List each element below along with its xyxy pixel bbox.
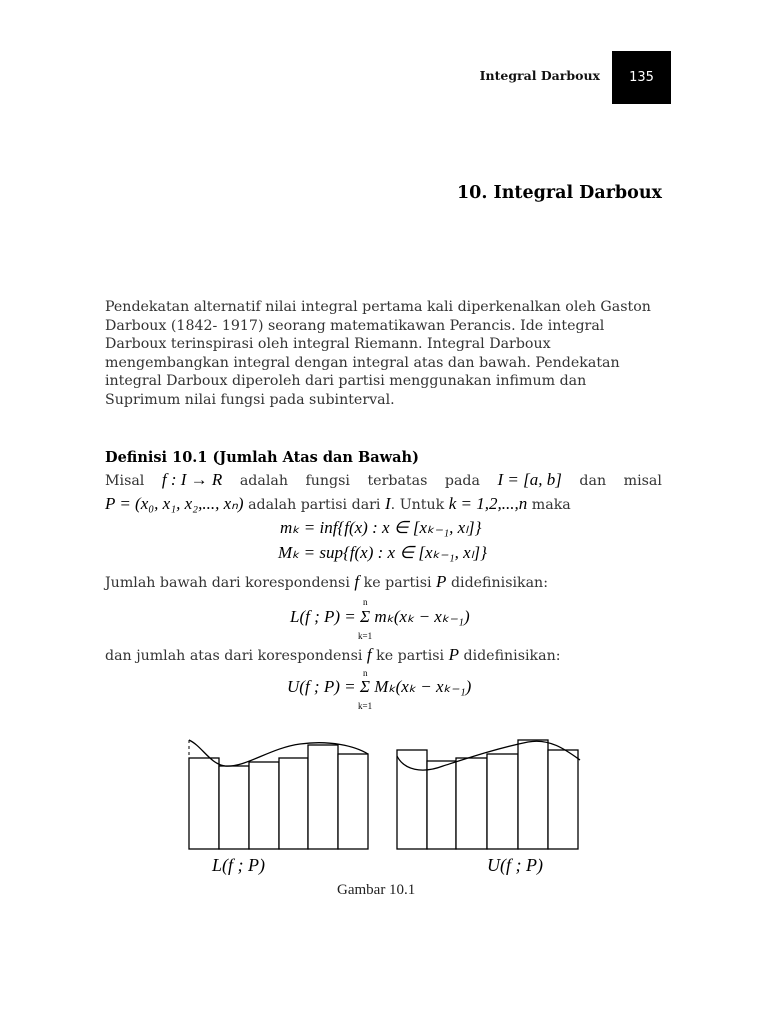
lower-rect-2 bbox=[219, 766, 249, 849]
lower-rect-3 bbox=[249, 762, 279, 849]
didefinisikan-text: didefinisikan: bbox=[450, 575, 548, 591]
definition-title: Definisi 10.1 (Jumlah Atas dan Bawah) bbox=[105, 449, 419, 466]
definition-line-1 bbox=[105, 470, 662, 490]
upper-sum-label: U(f ; P) bbox=[487, 855, 543, 875]
page-number: 135 bbox=[629, 70, 654, 85]
lower-rect-5 bbox=[308, 745, 338, 849]
interval-definition: I = [a, b] bbox=[497, 470, 562, 489]
infimum-formula: mₖ = inf{f(x) : x ∈ [xₖ₋₁, xₗ]} bbox=[280, 518, 482, 537]
running-header-title: Integral Darboux bbox=[479, 68, 600, 83]
supremum-formula: Mₖ = sup{f(x) : x ∈ [xₖ₋₁, xₗ]} bbox=[278, 543, 487, 562]
upper-rect-2 bbox=[427, 761, 456, 849]
lower-f-symbol: f bbox=[354, 572, 360, 591]
lower-p-symbol: P bbox=[436, 572, 447, 591]
upper-rect-4 bbox=[487, 754, 518, 849]
lower-sum-figure bbox=[180, 728, 380, 853]
lower-rect-4 bbox=[279, 758, 308, 849]
lower-rect-1 bbox=[189, 758, 219, 849]
word-fungsi: fungsi bbox=[305, 473, 350, 489]
lower-sum-formula: L(f ; P) = Σ mₖ(xₖ − xₖ₋₁) bbox=[290, 607, 470, 626]
untuk-text: . Untuk bbox=[390, 497, 445, 513]
word-adalah: adalah bbox=[239, 473, 288, 489]
upper-sum-upper-limit: n bbox=[363, 668, 368, 678]
word-misal: Misal bbox=[105, 473, 145, 489]
ke-partisi-text-2: ke partisi bbox=[376, 648, 445, 664]
function-mapping: f : I → R bbox=[161, 470, 223, 489]
upper-f-symbol: f bbox=[366, 645, 372, 664]
definition-line-2 bbox=[105, 494, 571, 514]
k-range: k = 1,2,...,n bbox=[448, 494, 528, 513]
intro-paragraph: Pendekatan alternatif nilai integral pertama kali diperkenalkan oleh Gaston Darboux (1842- 1917) seorang matematikawan Perancis. Ide integral Darboux terinspirasi oleh integral Riemann. Integral Darboux mengembangkan integral dengan integral atas dan bawah. Pendekatan integral Darboux diperoleh dari partisi menggunakan infimum dan Suprimum nilai fungsi pada subinterval. bbox=[105, 299, 651, 408]
figure-caption: Gambar 10.1 bbox=[337, 882, 416, 898]
upper-sum-intro bbox=[105, 645, 561, 665]
upper-p-symbol: P bbox=[448, 645, 459, 664]
word-misal-2: misal bbox=[623, 473, 662, 489]
didefinisikan-text-2: didefinisikan: bbox=[463, 648, 561, 664]
page-number-box bbox=[612, 51, 671, 104]
lower-sum-text: Jumlah bawah dari korespondensi bbox=[105, 575, 350, 591]
partition-text: adalah partisi dari bbox=[248, 497, 381, 513]
ke-partisi-text: ke partisi bbox=[363, 575, 432, 591]
partition-formula: P = (x₀, x₁, x₂,..., xₙ) bbox=[105, 494, 244, 513]
word-dan: dan bbox=[579, 473, 607, 489]
lower-sum-intro bbox=[105, 572, 548, 592]
lower-rect-6 bbox=[338, 754, 368, 849]
lower-sum-lower-limit: k=1 bbox=[358, 631, 373, 641]
chapter-title: 10. Integral Darboux bbox=[456, 183, 662, 203]
upper-sum-text: dan jumlah atas dari korespondensi bbox=[105, 648, 363, 664]
upper-sum-formula: U(f ; P) = Σ Mₖ(xₖ − xₖ₋₁) bbox=[287, 677, 472, 696]
upper-rect-1 bbox=[397, 750, 427, 849]
partition-interval-symbol: I bbox=[385, 494, 391, 513]
word-terbatas: terbatas bbox=[367, 473, 428, 489]
upper-rect-5 bbox=[518, 740, 548, 849]
lower-sum-label: L(f ; P) bbox=[212, 855, 265, 875]
lower-sum-upper-limit: n bbox=[363, 597, 368, 607]
upper-sum-lower-limit: k=1 bbox=[358, 701, 373, 711]
upper-rect-6 bbox=[548, 750, 578, 849]
upper-sum-figure bbox=[388, 728, 588, 853]
upper-rect-3 bbox=[456, 758, 487, 849]
maka-text: maka bbox=[531, 497, 571, 513]
word-pada: pada bbox=[444, 473, 480, 489]
